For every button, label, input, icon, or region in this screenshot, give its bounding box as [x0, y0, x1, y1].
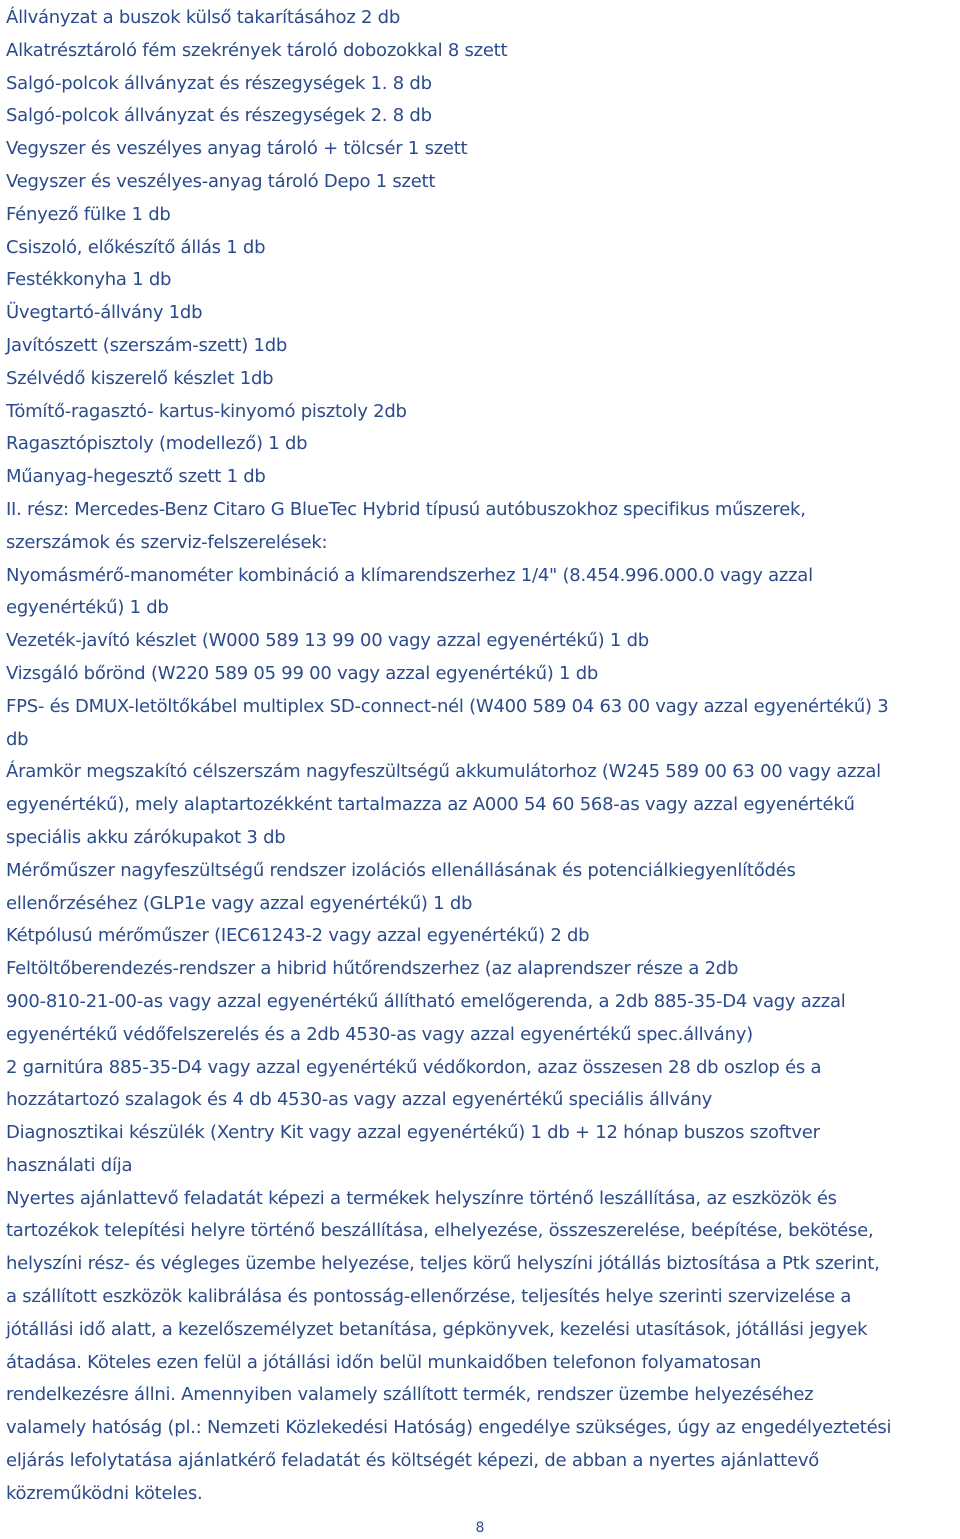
text-line: Szélvédő kiszerelő készlet 1db — [6, 367, 274, 389]
text-line: Üvegtartó-állvány 1db — [6, 302, 203, 324]
text-line: egyenértékű), mely alaptartozékként tartalmazza az A000 54 60 568-as vagy azzal egyenértékű — [6, 794, 855, 816]
text-line: egyenértékű védőfelszerelés és a 2db 4530-as vagy azzal egyenértékű spec.állvány) — [6, 1023, 753, 1045]
text-line: jótállási idő alatt, a kezelőszemélyzet betanítása, gépkönyvek, kezelési utasítások, jótállási jegyek — [6, 1318, 868, 1340]
text-line: átadása. Köteles ezen felül a jótállási időn belül munkaidőben telefonon folyamatosan — [6, 1351, 762, 1373]
text-line: Vegyszer és veszélyes anyag tároló + tölcsér 1 szett — [6, 138, 468, 160]
text-line: Diagnosztikai készülék (Xentry Kit vagy azzal egyenértékű) 1 db + 12 hónap buszos szoftver — [6, 1122, 820, 1144]
text-line: Csiszoló, előkészítő állás 1 db — [6, 236, 266, 258]
text-line: Vegyszer és veszélyes-anyag tároló Depo 1 szett — [6, 170, 436, 192]
document-body — [6, 2, 956, 1511]
text-line: rendelkezésre állni. Amennyiben valamely szállított termék, rendszer üzembe helyezéséhez — [6, 1384, 814, 1406]
text-line: ellenőrzéséhez (GLP1e vagy azzal egyenértékű) 1 db — [6, 892, 473, 914]
text-line: helyszíni rész- és végleges üzembe helyezése, teljes körű helyszíni jótállás biztosítása a Ptk szerint, — [6, 1253, 880, 1275]
text-line: egyenértékű) 1 db — [6, 597, 169, 619]
text-line: Áramkör megszakító célszerszám nagyfeszültségű akkumulátorhoz (W245 589 00 63 00 vagy azzal — [6, 761, 881, 783]
text-line: használati díja — [6, 1154, 133, 1176]
text-line: Festékkonyha 1 db — [6, 269, 172, 291]
text-line: speciális akku zárókupakot 3 db — [6, 826, 286, 848]
text-line: Kétpólusú mérőműszer (IEC61243-2 vagy azzal egyenértékű) 2 db — [6, 925, 590, 947]
text-line: Nyertes ajánlattevő feladatát képezi a termékek helyszínre történő leszállítása, az eszközök és — [6, 1187, 837, 1209]
text-line: Fényező fülke 1 db — [6, 203, 171, 225]
text-line: tartozékok telepítési helyre történő beszállítása, elhelyezése, összeszerelése, beépítése, bekötése, — [6, 1220, 874, 1242]
text-line: 2 garnitúra 885-35-D4 vagy azzal egyenértékű védőkordon, azaz összesen 28 db oszlop és a — [6, 1056, 822, 1078]
text-line: Alkatrésztároló fém szekrények tároló dobozokkal 8 szett — [6, 39, 508, 61]
text-line: Mérőműszer nagyfeszültségű rendszer izolációs ellenállásának és potenciálkiegyenlítődés — [6, 859, 796, 881]
text-line: Tömítő-ragasztó- kartus-kinyomó pisztoly 2db — [6, 400, 407, 422]
text-line: hozzátartozó szalagok és 4 db 4530-as vagy azzal egyenértékű speciális állvány — [6, 1089, 713, 1111]
text-line: Ragasztópisztoly (modellező) 1 db — [6, 433, 308, 455]
text-line: Vezeték-javító készlet (W000 589 13 99 00 vagy azzal egyenértékű) 1 db — [6, 630, 649, 652]
text-line: FPS- és DMUX-letöltőkábel multiplex SD-connect-nél (W400 589 04 63 00 vagy azzal egyenértékű) 3 — [6, 695, 889, 717]
text-line: eljárás lefolytatása ajánlatkérő feladatát és költségét képezi, de abban a nyertes ajánlattevő — [6, 1450, 819, 1472]
page-number: 8 — [475, 1520, 485, 1536]
text-line: db — [6, 728, 29, 750]
text-line: valamely hatóság (pl.: Nemzeti Közlekedési Hatóság) engedélye szükséges, úgy az engedélyeztetési — [6, 1417, 892, 1439]
text-line: Salgó-polcok állványzat és részegységek 2. 8 db — [6, 105, 432, 127]
text-line: Feltöltőberendezés-rendszer a hibrid hűtőrendszerhez (az alaprendszer része a 2db — [6, 958, 739, 980]
text-line: Javítószett (szerszám-szett) 1db — [6, 334, 288, 356]
text-line: II. rész: Mercedes-Benz Citaro G BlueTec Hybrid típusú autóbuszokhoz specifikus műszerek, — [6, 498, 806, 520]
text-line: 900-810-21-00-as vagy azzal egyenértékű állítható emelőgerenda, a 2db 885-35-D4 vagy azzal — [6, 990, 846, 1012]
text-line: közreműködni köteles. — [6, 1482, 203, 1504]
text-line: Salgó-polcok állványzat és részegységek 1. 8 db — [6, 72, 432, 94]
text-line: a szállított eszközök kalibrálása és pontosság-ellenőrzése, teljesítés helye szerinti szervizelése a — [6, 1286, 852, 1308]
text-line: szerszámok és szerviz-felszerelések: — [6, 531, 328, 553]
text-line: Vizsgáló bőrönd (W220 589 05 99 00 vagy azzal egyenértékű) 1 db — [6, 662, 599, 684]
text-line: Állványzat a buszok külső takarításához 2 db — [6, 7, 401, 28]
text-line: Nyomásmérő-manométer kombináció a klímarendszerhez 1/4" (8.454.996.000.0 vagy azzal — [6, 564, 813, 586]
text-line: Műanyag-hegesztő szett 1 db — [6, 466, 266, 488]
